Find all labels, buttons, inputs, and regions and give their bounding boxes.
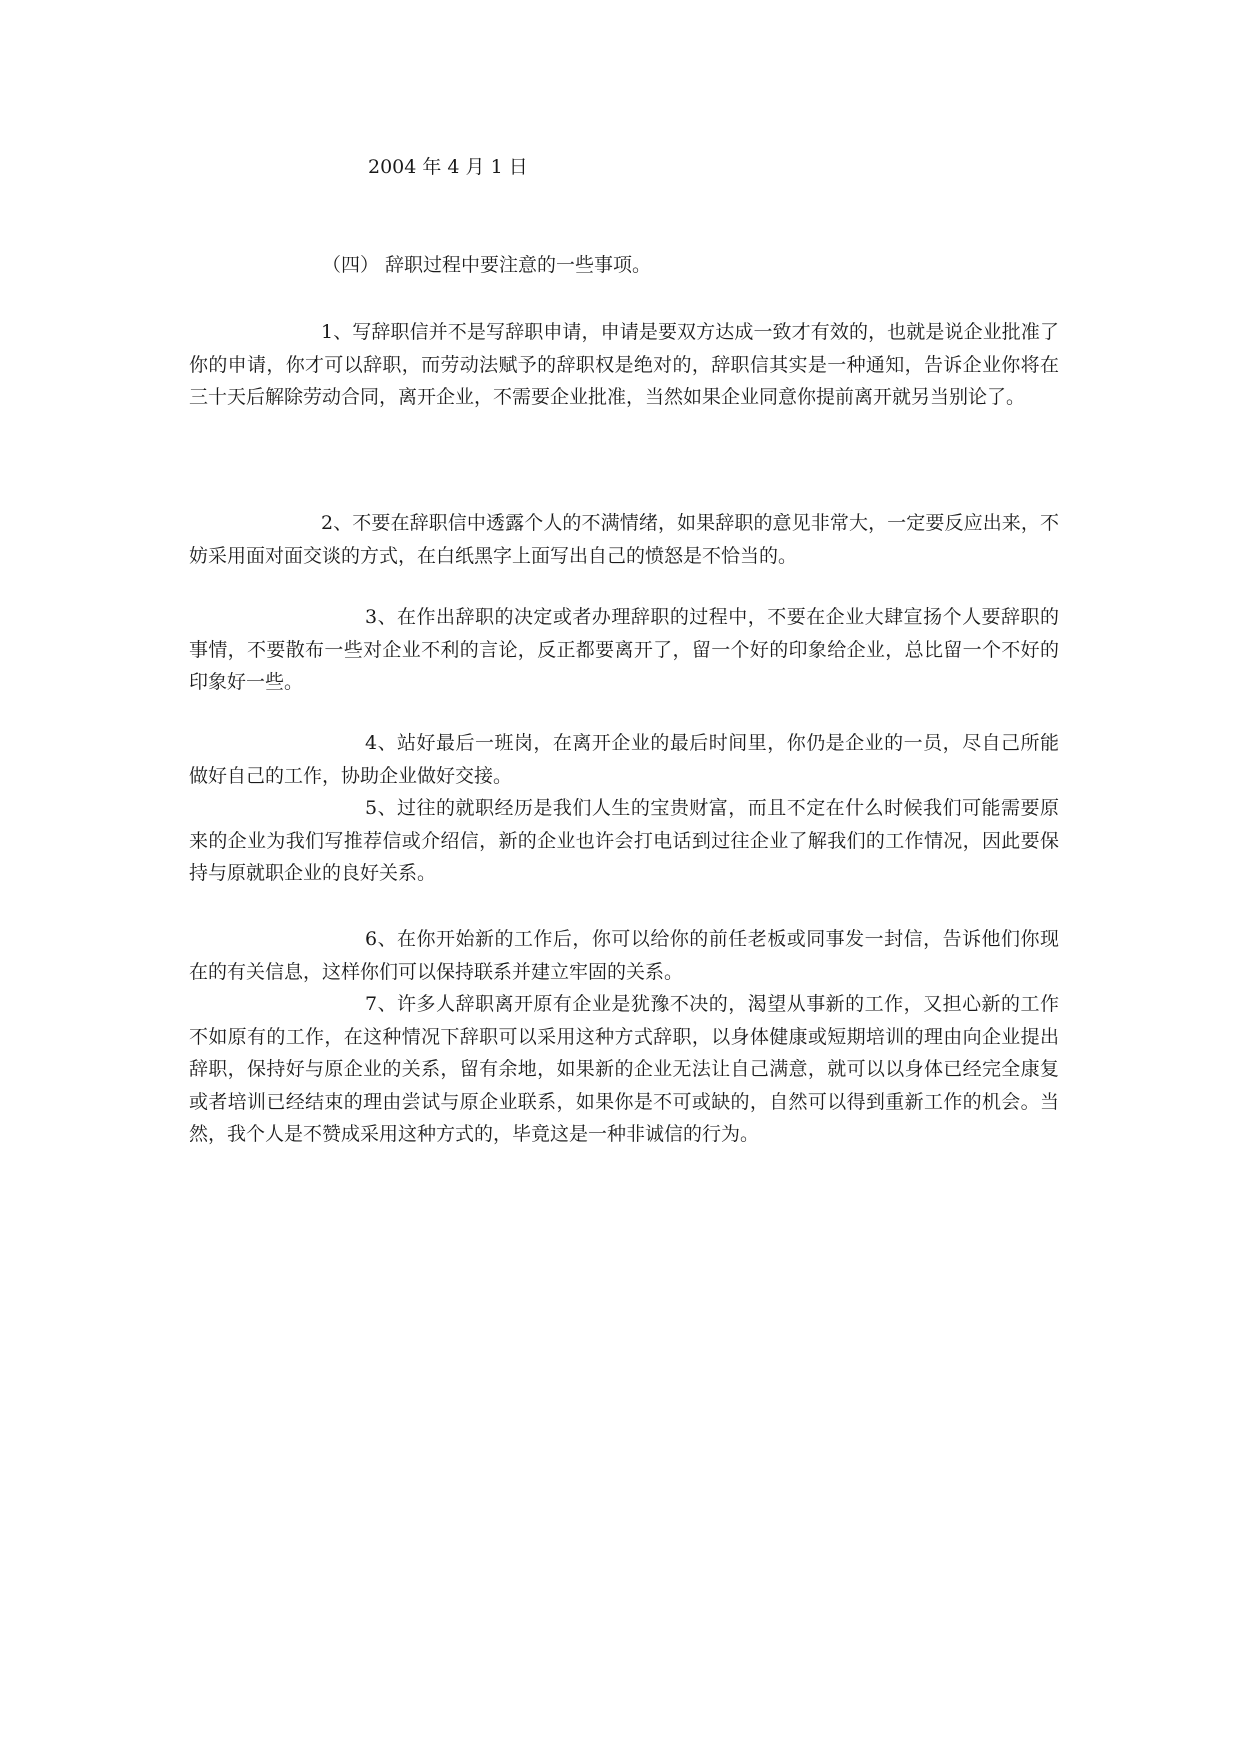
paragraph-6: 6、在你开始新的工作后，你可以给你的前任老板或同事发一封信，告诉他们你现在的有关信息，这样你们可以保持联系并建立牢固的关系。 — [189, 928, 1059, 983]
paragraph-5: 5、过往的就职经历是我们人生的宝贵财富，而且不定在什么时候我们可能需要原来的企业为我们写推荐信或介绍信，新的企业也许会打电话到过往企业了解我们的工作情况，因此要保持与原就职企业的良好关系。 — [189, 797, 1059, 884]
section-title: （四） 辞职过程中要注意的一些事项。 — [322, 254, 652, 276]
paragraph-1: 1、写辞职信并不是写辞职申请，申请是要双方达成一致才有效的，也就是说企业批准了你的申请，你才可以辞职，而劳动法赋予的辞职权是绝对的，辞职信其实是一种通知，告诉企业你将在三十天后解除劳动合同，离开企业，不需要企业批准，当然如果企业同意你提前离开就另当别论了。 — [189, 321, 1059, 408]
paragraph-2: 2、不要在辞职信中透露个人的不满情绪，如果辞职的意见非常大，一定要反应出来，不妨采用面对面交谈的方式，在白纸黑字上面写出自己的愤怒是不恰当的。 — [189, 512, 1059, 567]
paragraph-4: 4、站好最后一班岗，在离开企业的最后时间里，你仍是企业的一员，尽自己所能做好自己的工作，协助企业做好交接。 — [189, 732, 1059, 787]
paragraph-7: 7、许多人辞职离开原有企业是犹豫不决的，渴望从事新的工作，又担心新的工作不如原有的工作，在这种情况下辞职可以采用这种方式辞职，以身体健康或短期培训的理由向企业提出辞职，保持好与原企业的关系，留有余地，如果新的企业无法让自己满意，就可以以身体已经完全康复或者培训已经结束的理由尝试与原企业联系，如果你是不可或缺的，自然可以得到重新工作的机会。当然，我个人是不赞成采用这种方式的，毕竟这是一种非诚信的行为。 — [189, 993, 1059, 1145]
paragraph-3: 3、在作出辞职的决定或者办理辞职的过程中，不要在企业大肆宣扬个人要辞职的事情，不要散布一些对企业不利的言论，反正都要离开了，留一个好的印象给企业，总比留一个不好的印象好一些。 — [189, 606, 1059, 693]
letter-date: 2004 年 4 月 1 日 — [368, 156, 528, 178]
